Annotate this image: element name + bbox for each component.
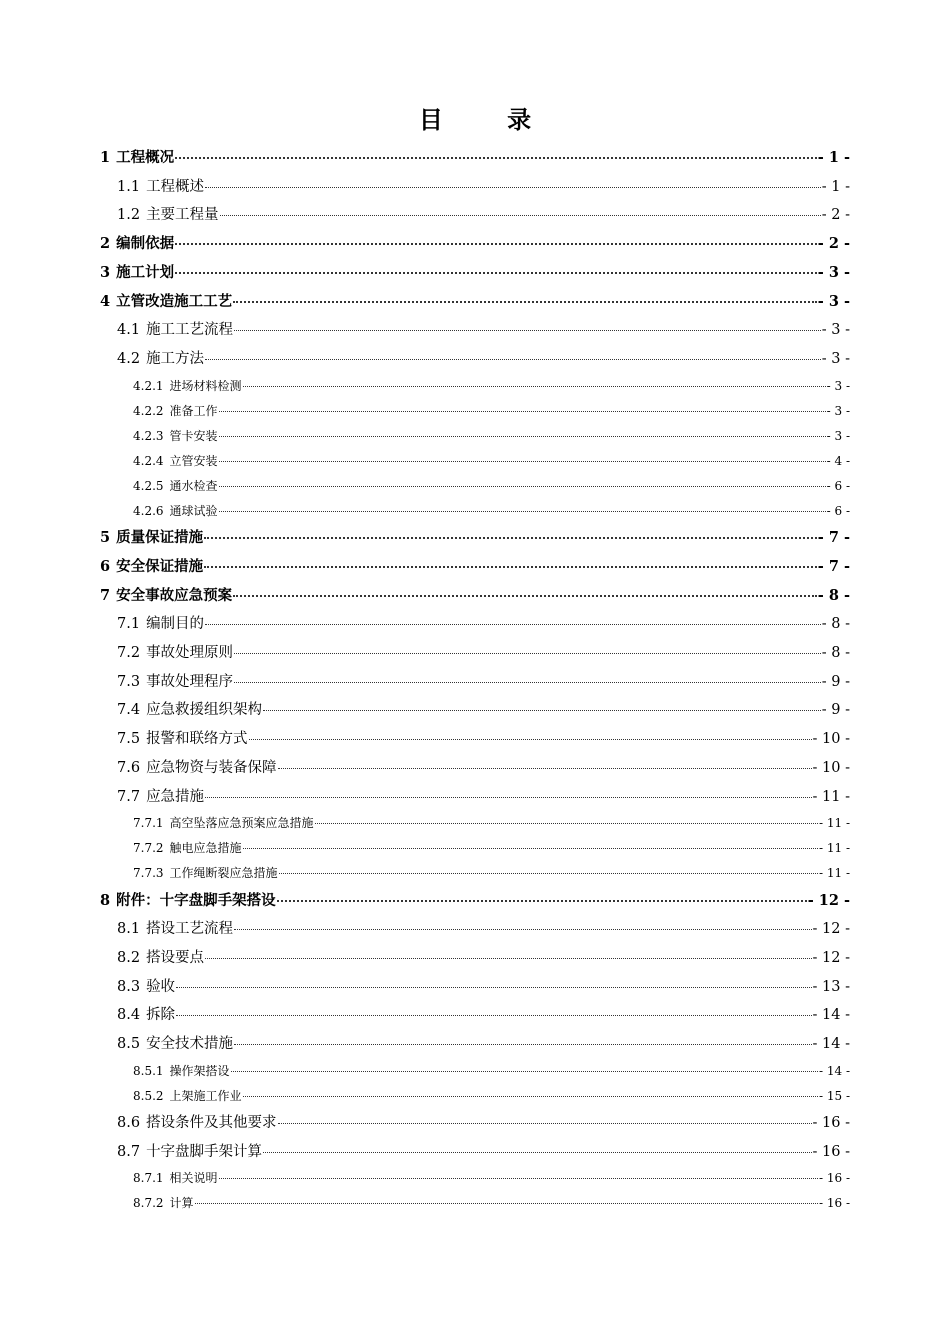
toc-entry-number: 7.7.3 [133, 866, 164, 881]
toc-entry[interactable] [117, 1030, 850, 1059]
toc-entry-title: 搭设工艺流程 [146, 921, 234, 938]
toc-entry[interactable] [100, 288, 850, 317]
toc-dot-leader [219, 436, 826, 437]
toc-dot-leader [195, 1203, 818, 1204]
toc-dot-leader [219, 511, 826, 512]
toc-entry-title: 安全保证措施 [116, 557, 204, 575]
toc-dot-leader [279, 873, 818, 874]
toc-entry-title: 相关说明 [169, 1171, 218, 1186]
toc-entry[interactable] [117, 1138, 850, 1167]
toc-entry[interactable] [117, 696, 850, 725]
toc-entry[interactable] [133, 861, 850, 886]
toc-entry-page-number: - 3 - [817, 292, 850, 310]
toc-entry-page-number: - 12 - [812, 949, 850, 966]
toc-entry[interactable] [117, 754, 850, 783]
toc-entry-page-number: - 11 - [812, 788, 850, 805]
toc-entry-title: 施工工艺流程 [146, 322, 234, 339]
toc-dot-leader [277, 900, 807, 902]
toc-entry-page-number: - 16 - [818, 1171, 850, 1186]
toc-entry-number: 5 [100, 529, 111, 547]
toc-entry-number: 1.1 [117, 178, 141, 195]
toc-entry-title: 工作绳断裂应急措施 [169, 866, 278, 881]
toc-entry-number: 3 [100, 263, 111, 281]
toc-dot-leader [263, 710, 821, 711]
toc-entry-number: 7.7.2 [133, 841, 164, 856]
toc-entry[interactable] [133, 474, 850, 499]
toc-entry-number: 4.2.3 [133, 428, 164, 443]
toc-entry[interactable] [100, 259, 850, 288]
toc-entry-number: 4 [100, 292, 111, 310]
toc-entry-number: 7.4 [117, 702, 141, 719]
toc-entry-title: 事故处理原则 [146, 645, 234, 661]
toc-entry[interactable] [133, 374, 850, 399]
toc-entry-number: 8.6 [117, 1114, 141, 1131]
toc-entry-number: 6 [100, 557, 111, 575]
toc-entry-number: 2 [100, 235, 111, 253]
toc-entry[interactable] [133, 811, 850, 836]
toc-entry-title: 搭设条件及其他要求 [146, 1114, 277, 1131]
toc-entry-title: 搭设要点 [146, 949, 205, 966]
toc-entry-title: 操作架搭设 [169, 1063, 230, 1078]
toc-entry[interactable] [117, 1001, 850, 1030]
toc-entry-number: 8.7.2 [133, 1196, 164, 1211]
toc-dot-leader [175, 157, 817, 159]
toc-entry[interactable] [117, 783, 850, 812]
toc-dot-leader [243, 386, 826, 387]
toc-entry-page-number: - 4 - [826, 453, 850, 468]
toc-entry-title: 通水检查 [169, 479, 218, 493]
toc-entry-page-number: - 8 - [821, 645, 850, 661]
toc-entry[interactable] [133, 499, 850, 524]
toc-dot-leader [205, 958, 811, 959]
toc-entry-title: 准备工作 [169, 403, 218, 418]
toc-entry-page-number: - 13 - [812, 978, 850, 995]
toc-entry-number: 8.7.1 [133, 1171, 164, 1186]
toc-entry-number: 7.6 [117, 759, 141, 776]
toc-entry-title: 计算 [169, 1196, 194, 1211]
toc-entry-title: 附件：十字盘脚手架搭设 [116, 891, 276, 909]
toc-entry-page-number: - 8 - [817, 586, 850, 604]
toc-entry[interactable] [117, 725, 850, 754]
toc-entry-page-number: - 3 - [821, 350, 850, 367]
toc-entry-page-number: - 16 - [812, 1143, 850, 1160]
toc-dot-leader [315, 823, 818, 824]
toc-entry-number: 8.7 [117, 1143, 141, 1160]
toc-entry-page-number: - 7 - [817, 557, 850, 575]
toc-entry[interactable] [100, 582, 850, 611]
toc-entry-number: 7.3 [117, 673, 141, 690]
toc-entry[interactable] [117, 201, 850, 230]
toc-dot-leader [205, 359, 821, 360]
toc-entry-title: 编制目的 [146, 616, 205, 633]
toc-entry-title: 十字盘脚手架计算 [146, 1143, 263, 1160]
toc-entry[interactable] [133, 836, 850, 861]
toc-entry[interactable] [117, 345, 850, 374]
toc-entry-title: 触电应急措施 [169, 841, 242, 856]
toc-entry-page-number: - 3 - [826, 378, 850, 393]
toc-entry-number: 8.1 [117, 921, 141, 938]
toc-dot-leader [176, 1015, 811, 1016]
toc-entry[interactable] [117, 639, 850, 668]
toc-dot-leader [205, 797, 811, 798]
toc-entry-page-number: - 1 - [817, 149, 850, 166]
toc-entry-title: 高空坠落应急预案应急措施 [169, 816, 314, 831]
toc-entry-number: 7.7 [117, 788, 141, 805]
toc-dot-leader [219, 411, 826, 412]
toc-entry-page-number: - 10 - [812, 759, 850, 776]
toc-entry[interactable] [117, 973, 850, 1002]
toc-entry-page-number: - 9 - [821, 702, 850, 719]
toc-entry-page-number: - 16 - [812, 1114, 850, 1131]
toc-dot-leader [234, 330, 821, 331]
toc-entry-number: 1.2 [117, 207, 141, 224]
toc-entry-number: 4.2.5 [133, 479, 164, 493]
toc-dot-leader [233, 301, 817, 303]
toc-entry[interactable] [117, 668, 850, 697]
toc-entry-title: 上架施工作业 [169, 1088, 242, 1103]
toc-entry-number: 7.1 [117, 616, 141, 633]
toc-entry-page-number: - 16 - [818, 1196, 850, 1211]
toc-entry[interactable] [133, 449, 850, 474]
toc-entry-number: 8.5.1 [133, 1063, 164, 1078]
toc-entry-title: 编制依据 [116, 235, 175, 253]
toc-entry-title: 进场材料检测 [169, 378, 242, 393]
toc-entry-title: 立管改造施工工艺 [116, 292, 233, 310]
toc-dot-leader [234, 682, 821, 683]
toc-entry-title: 工程概况 [116, 149, 175, 166]
toc-entry-title: 应急救援组织架构 [146, 702, 263, 719]
toc-entry-number: 7.5 [117, 731, 141, 748]
toc-entry[interactable] [133, 424, 850, 449]
toc-dot-leader [219, 461, 826, 462]
toc-entry-number: 7.7.1 [133, 816, 164, 831]
toc-dot-leader [234, 653, 821, 654]
toc-entry-page-number: - 3 - [821, 322, 850, 339]
toc-entry-title: 报警和联络方式 [146, 731, 248, 748]
toc-entry-title: 拆除 [146, 1007, 176, 1024]
toc-entry-title: 通球试验 [169, 504, 218, 519]
toc-dot-leader [278, 768, 812, 769]
toc-dot-leader [243, 848, 818, 849]
toc-entry-number: 7 [100, 586, 111, 604]
toc-dot-leader [234, 929, 811, 930]
toc-entry[interactable] [100, 524, 850, 553]
toc-entry-number: 4.2.4 [133, 453, 164, 468]
toc-entry-page-number: - 12 - [807, 891, 850, 909]
toc-entry-title: 安全事故应急预案 [116, 586, 233, 604]
toc-dot-leader [233, 595, 817, 597]
toc-dot-leader [243, 1096, 818, 1097]
toc-entry-number: 8.5 [117, 1036, 141, 1052]
toc-entry-page-number: - 10 - [812, 731, 850, 748]
toc-entry-page-number: - 2 - [817, 235, 850, 253]
toc-entry-number: 4.2.2 [133, 403, 164, 418]
toc-dot-leader [231, 1071, 818, 1072]
toc-entry-page-number: - 7 - [817, 529, 850, 547]
toc-entry[interactable] [133, 399, 850, 424]
toc-entry[interactable] [100, 144, 850, 173]
toc-entry[interactable] [133, 1059, 850, 1084]
toc-entry-page-number: - 6 - [826, 504, 850, 519]
toc-entry-number: 8.2 [117, 949, 141, 966]
toc-entry-page-number: - 9 - [821, 673, 850, 690]
toc-entry-title: 质量保证措施 [116, 529, 204, 547]
toc-entry-page-number: - 3 - [817, 263, 850, 281]
toc-entry-page-number: - 3 - [826, 403, 850, 418]
toc-entry-page-number: - 11 - [818, 816, 850, 831]
toc-dot-leader [278, 1123, 812, 1124]
toc-entry-page-number: - 11 - [818, 841, 850, 856]
toc-entry-page-number: - 3 - [826, 428, 850, 443]
toc-entry[interactable] [117, 173, 850, 202]
toc-entry[interactable] [100, 553, 850, 582]
toc-entry-title: 管卡安装 [169, 428, 218, 443]
toc-entry-title: 工程概述 [146, 178, 205, 195]
toc-entry-page-number: - 1 - [821, 178, 850, 195]
toc-entry-number: 4.2.6 [133, 504, 164, 519]
toc-entry[interactable] [133, 1084, 850, 1109]
toc-entry-title: 施工计划 [116, 263, 175, 281]
toc-entry-title: 立管安装 [169, 453, 218, 468]
toc-entry[interactable] [100, 887, 850, 916]
toc-dot-leader [220, 215, 821, 216]
toc-entry-number: 1 [100, 149, 111, 166]
toc-dot-leader [176, 987, 811, 988]
toc-dot-leader [175, 243, 817, 245]
toc-entry-title: 主要工程量 [146, 207, 219, 224]
toc-entry-title: 事故处理程序 [146, 673, 234, 690]
toc-entry-number: 8.5.2 [133, 1088, 164, 1103]
page-title: 目 录 [418, 105, 560, 134]
toc-entry[interactable] [117, 915, 850, 944]
toc-dot-leader [205, 624, 821, 625]
toc-entry-title: 应急措施 [146, 788, 205, 805]
toc-entry-title: 安全技术措施 [146, 1036, 234, 1052]
toc-dot-leader [234, 1044, 811, 1045]
toc-entry[interactable] [117, 316, 850, 345]
toc-entry-title: 应急物资与装备保障 [146, 759, 277, 776]
toc-entry-page-number: - 11 - [818, 866, 850, 881]
toc-dot-leader [204, 566, 817, 568]
toc-entry[interactable] [117, 610, 850, 639]
toc-entry[interactable] [100, 230, 850, 259]
toc-entry-page-number: - 14 - [812, 1007, 850, 1024]
toc-entry[interactable] [117, 1109, 850, 1138]
toc-entry-number: 8 [100, 891, 111, 909]
toc-dot-leader [263, 1152, 811, 1153]
toc-entry-number: 4.2.1 [133, 378, 164, 393]
toc-entry-page-number: - 14 - [812, 1036, 850, 1052]
toc-entry-title: 验收 [146, 978, 176, 995]
toc-dot-leader [219, 1178, 818, 1179]
toc-entry-number: 4.2 [117, 350, 141, 367]
toc-entry[interactable] [117, 944, 850, 973]
toc-entry-page-number: - 12 - [812, 921, 850, 938]
toc-dot-leader [219, 486, 826, 487]
toc-entry-page-number: - 15 - [818, 1088, 850, 1103]
toc-entry-number: 8.4 [117, 1007, 141, 1024]
toc-entry[interactable] [133, 1166, 850, 1191]
toc-entry-number: 7.2 [117, 645, 141, 661]
toc-entry-page-number: - 14 - [818, 1063, 850, 1078]
toc-dot-leader [204, 537, 817, 539]
toc-entry-title: 施工方法 [146, 350, 205, 367]
toc-entry-number: 4.1 [117, 322, 141, 339]
toc-dot-leader [205, 187, 821, 188]
toc-entry[interactable] [133, 1191, 850, 1216]
toc-dot-leader [249, 739, 812, 740]
toc-entry-page-number: - 8 - [821, 616, 850, 633]
toc-dot-leader [175, 272, 817, 274]
toc-entry-number: 8.3 [117, 978, 141, 995]
toc-entry-page-number: - 6 - [826, 479, 850, 493]
toc-entry-page-number: - 2 - [821, 207, 850, 224]
